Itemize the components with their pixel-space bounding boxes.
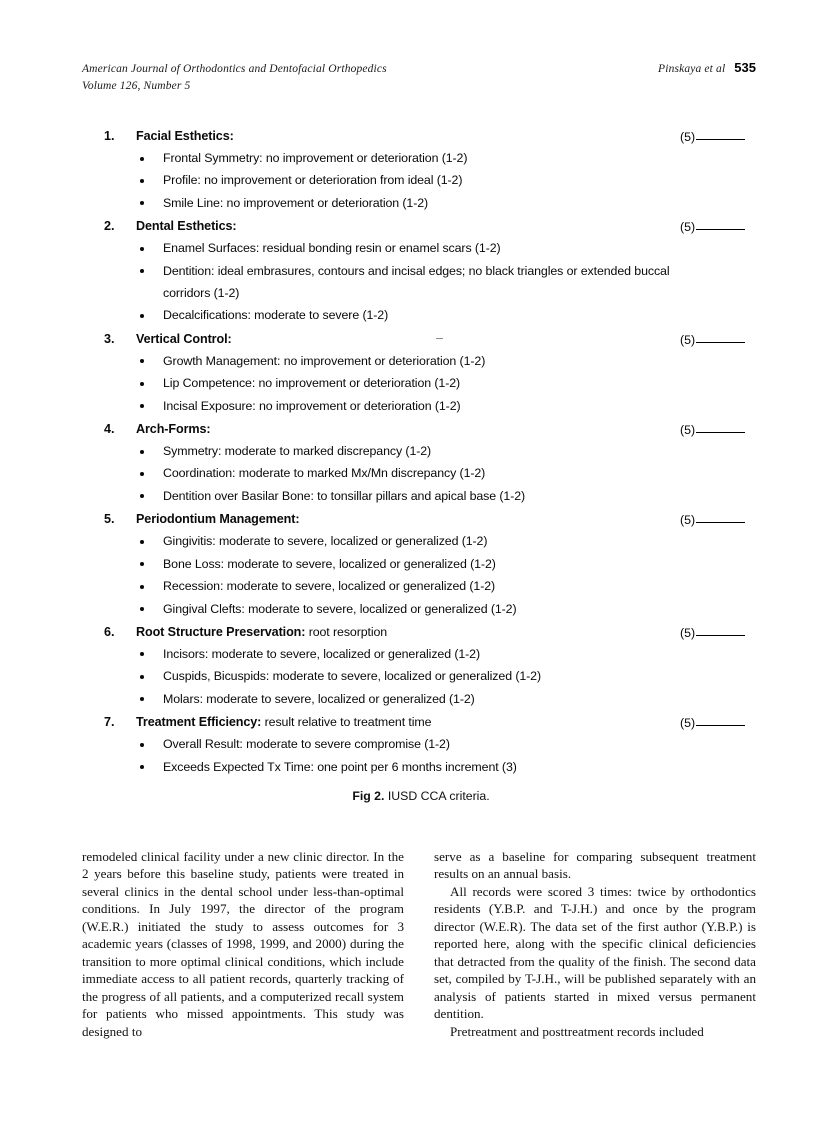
criterion-title: Periodontium Management: [136, 512, 300, 527]
criterion-title: Root Structure Preservation: [136, 624, 306, 639]
body-paragraph: Pretreatment and posttreatment records included [450, 1023, 704, 1039]
figure-caption-text: IUSD CCA criteria. [387, 789, 490, 803]
body-columns [82, 848, 756, 1040]
criterion-bullet: Cuspids, Bicuspids: moderate to severe, localized or generalized (1-2) [104, 665, 683, 687]
criterion-title: Vertical Control: [136, 331, 232, 346]
criterion-number: 4. [104, 422, 115, 437]
scan-artifact-mark [436, 338, 443, 339]
journal-volume-issue: Volume 126, Number 5 [82, 80, 191, 92]
criterion-title: Arch-Forms: [136, 422, 211, 437]
criterion-heading [104, 126, 738, 147]
criterion-bullet: Lip Competence: no improvement or deterioration (1-2) [104, 372, 683, 394]
criterion-bullet: Enamel Surfaces: residual bonding resin or enamel scars (1-2) [104, 237, 683, 259]
criterion-bullet-list [104, 530, 738, 620]
criterion-bullet: Dentition over Basilar Bone: to tonsillar pillars and apical base (1-2) [104, 485, 683, 507]
criterion-bullet-list [104, 350, 738, 417]
criterion-number: 6. [104, 624, 115, 639]
criterion-item [104, 126, 738, 214]
criterion-bullet: Gingival Clefts: moderate to severe, localized or generalized (1-2) [104, 598, 683, 620]
criterion-number: 3. [104, 331, 115, 346]
criterion-bullet: Recession: moderate to severe, localized or generalized (1-2) [104, 575, 683, 597]
score-write-in-line[interactable] [696, 725, 745, 726]
criterion-number: 2. [104, 219, 115, 234]
criterion-bullet: Molars: moderate to severe, localized or generalized (1-2) [104, 688, 683, 710]
body-paragraph: All records were scored 3 times: twice by orthodontics residents (Y.B.P. and T-J.H.) and once by the program director (W.E.R). The data set of the first author (Y.B.P.) is reported here, along with the specific clinical deficiencies that detracted from the quality of the finish. The second data set, compiled by T-J.H., will be published separately with an analysis of patients started in mixed versus permanent dentition. [434, 883, 756, 1022]
criterion-bullet: Growth Management: no improvement or deterioration (1-2) [104, 350, 683, 372]
criterion-heading [104, 712, 738, 733]
criterion-item [104, 622, 738, 710]
criterion-heading [104, 419, 738, 440]
criterion-bullet: Smile Line: no improvement or deterioration (1-2) [104, 192, 683, 214]
running-head-top-row [82, 60, 756, 78]
criterion-bullet: Symmetry: moderate to marked discrepancy (1-2) [104, 440, 683, 462]
score-write-in-line[interactable] [696, 635, 745, 636]
criterion-bullet-list [104, 237, 738, 327]
journal-title: American Journal of Orthodontics and Dentofacial Orthopedics [82, 63, 387, 75]
score-write-in-line[interactable] [696, 229, 745, 230]
body-paragraph: serve as a baseline for comparing subsequent treatment results on an annual basis. [434, 849, 756, 882]
left-text-column [82, 848, 404, 1040]
criterion-number: 5. [104, 512, 115, 527]
criterion-bullet: Decalcifications: moderate to severe (1-2) [104, 304, 683, 326]
criterion-heading [104, 509, 738, 530]
criterion-score-blank[interactable] [680, 713, 745, 734]
criterion-title: Facial Esthetics: [136, 129, 234, 143]
criterion-bullet-list [104, 643, 738, 710]
criterion-bullet: Incisal Exposure: no improvement or deterioration (1-2) [104, 395, 683, 417]
score-write-in-line[interactable] [696, 139, 745, 140]
criterion-score-blank[interactable] [680, 510, 745, 531]
criterion-item [104, 712, 738, 778]
right-text-column [434, 848, 756, 1040]
criterion-bullet: Exceeds Expected Tx Time: one point per 6 months increment (3) [104, 756, 683, 778]
criterion-score-value: (5) [680, 130, 696, 144]
criterion-heading [104, 216, 738, 237]
criterion-heading [104, 622, 738, 643]
criterion-score-value: (5) [680, 716, 696, 731]
criterion-item [104, 216, 738, 327]
criterion-score-blank[interactable] [680, 623, 745, 644]
figure-caption [104, 789, 738, 803]
criterion-score-blank[interactable] [680, 330, 745, 351]
criterion-score-value: (5) [680, 423, 696, 438]
criterion-item [104, 419, 738, 507]
criterion-title: Dental Esthetics: [136, 219, 237, 234]
article-authors: Pinskaya et al [658, 63, 726, 75]
criterion-title: Treatment Efficiency: [136, 715, 262, 730]
page-number: 535 [734, 60, 756, 75]
criterion-score-value: (5) [680, 332, 696, 347]
criterion-score-blank[interactable] [680, 420, 745, 441]
criterion-subtitle: root resorption [305, 624, 388, 639]
criterion-item [104, 509, 738, 620]
criterion-score-value: (5) [680, 220, 696, 235]
criterion-subtitle: result relative to treatment time [261, 715, 432, 730]
criterion-bullet-list [104, 733, 738, 778]
criterion-score-blank[interactable] [680, 217, 745, 238]
criterion-bullet: Bone Loss: moderate to severe, localized or generalized (1-2) [104, 553, 683, 575]
criterion-item [104, 329, 738, 417]
criterion-bullet: Incisors: moderate to severe, localized or generalized (1-2) [104, 643, 683, 665]
criterion-bullet: Frontal Symmetry: no improvement or deterioration (1-2) [104, 147, 683, 169]
score-write-in-line[interactable] [696, 342, 745, 343]
criterion-heading [104, 329, 738, 350]
criterion-number: 1. [104, 129, 115, 143]
iusd-cca-criteria-figure [104, 126, 738, 780]
running-head-right [658, 60, 756, 75]
criterion-score-blank[interactable] [680, 127, 745, 148]
criterion-bullet-list [104, 440, 738, 507]
figure-caption-label: Fig 2. [352, 789, 385, 803]
criterion-bullet-list [104, 147, 738, 214]
score-write-in-line[interactable] [696, 432, 745, 433]
criterion-bullet: Dentition: ideal embrasures, contours and incisal edges; no black triangles or extended buccal corridors (1-2) [104, 260, 683, 305]
criterion-bullet: Gingivitis: moderate to severe, localized or generalized (1-2) [104, 530, 683, 552]
running-head [82, 60, 756, 95]
score-write-in-line[interactable] [696, 522, 745, 523]
criterion-bullet: Profile: no improvement or deterioration from ideal (1-2) [104, 169, 683, 191]
criterion-score-value: (5) [680, 513, 696, 528]
criterion-score-value: (5) [680, 625, 696, 640]
body-paragraph: remodeled clinical facility under a new clinic director. In the 2 years before this baseline study, patients were treated in several clinics in the dental school under less-than-optimal conditions. In July 1997, the director of the program (W.E.R.) initiated the study to assess outcomes for 3 academic years (classes of 1998, 1999, and 2000) during the transition to more optimal clinical conditions, which include immediate access to all patient records, quarterly tracking of the progress of all patients, and a computerized recall system for patients who missed appointments. This study was designed to [82, 849, 404, 1039]
criterion-bullet: Coordination: moderate to marked Mx/Mn discrepancy (1-2) [104, 462, 683, 484]
criterion-bullet: Overall Result: moderate to severe compromise (1-2) [104, 733, 683, 755]
criterion-number: 7. [104, 715, 115, 730]
